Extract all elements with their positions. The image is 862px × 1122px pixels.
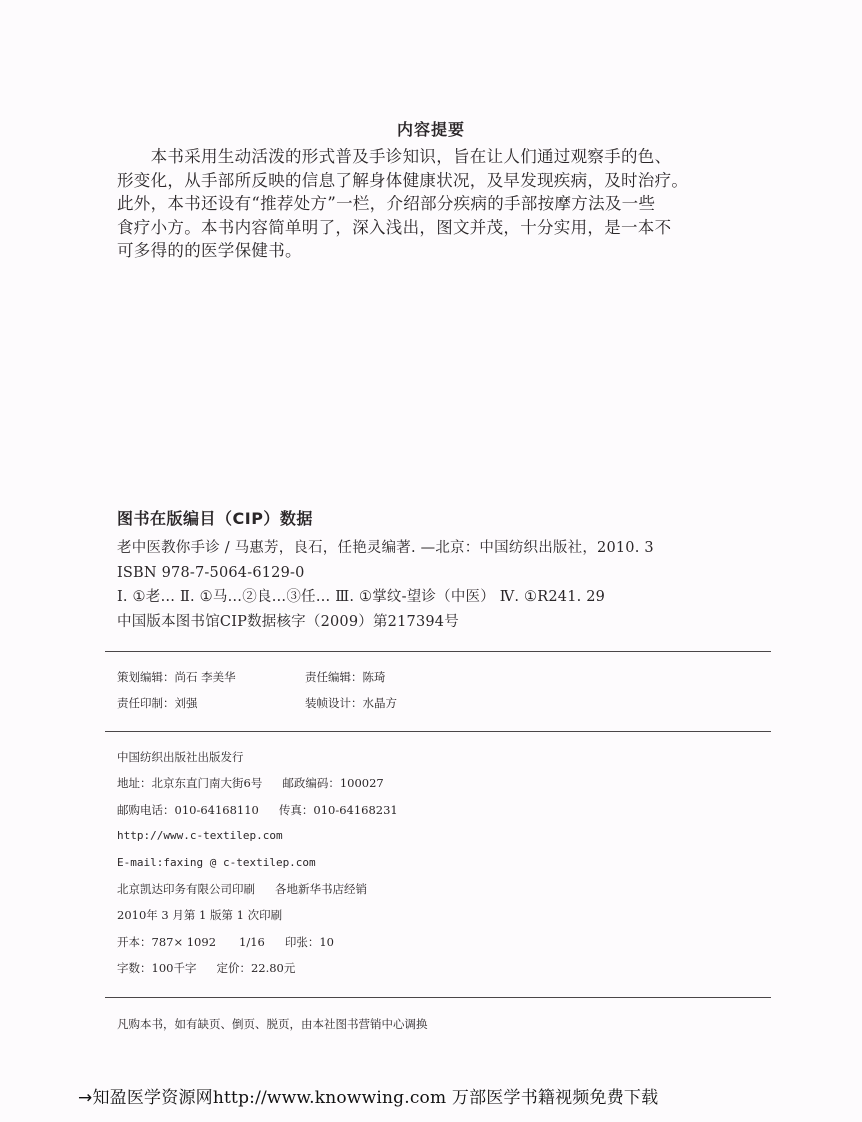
publisher-phone-row <box>117 797 717 823</box>
publisher-phone: 邮购电话：010-64168110 <box>117 802 259 817</box>
sheets: 印张：10 <box>284 934 334 949</box>
binding-design: 装帧设计：水晶方 <box>305 696 397 710</box>
cip-line: Ⅰ. ①老… Ⅱ. ①马…②良…③任… Ⅲ. ①掌纹-望诊（中医） Ⅳ. ①R241. 29 <box>117 589 606 606</box>
cip-line: 老中医教你手诊 / 马惠芳，良石，任艳灵编著. —北京：中国纺织出版社，2010. 3 <box>117 540 654 556</box>
printer-row <box>117 876 717 902</box>
planning-editor: 策划编辑：尚石 李美华 <box>117 670 236 684</box>
summary-line: 食疗小方。本书内容简单明了，深入浅出，图文并茂，十分实用，是一本不 <box>117 217 672 237</box>
responsible-editor: 责任编辑：陈琦 <box>305 670 386 684</box>
summary-line: 此外，本书还设有“推荐处方”一栏，介绍部分疾病的手部按摩方法及一些 <box>117 194 656 213</box>
responsible-printing: 责任印制：刘强 <box>117 696 198 710</box>
cip-line: ISBN 978-7-5064-6129-0 <box>117 564 305 581</box>
printer: 北京凯达印务有限公司印刷 <box>117 882 255 897</box>
summary-body <box>117 145 782 263</box>
divider <box>105 731 771 732</box>
cip-block <box>117 506 777 634</box>
format: 开本：787× 1092 1/16 <box>117 934 265 949</box>
staff-credits <box>117 664 617 716</box>
publisher-website: http://www.c-textilep.com <box>117 829 283 843</box>
publisher-address: 地址：北京东直门南大街6号 <box>117 776 263 791</box>
cip-title: 图书在版编目（CIP）数据 <box>117 509 313 528</box>
divider <box>105 651 771 652</box>
return-notice: 凡购本书，如有缺页、倒页、脱页，由本社图书营销中心调换 <box>117 1017 428 1031</box>
footer-text: 知盈医学资源网http://www.knowwing.com 万部医学书籍视频免费下载 <box>92 1088 659 1108</box>
staff-row <box>117 664 617 690</box>
publisher-info <box>117 744 717 982</box>
footer-watermark <box>78 1083 658 1108</box>
word-count: 字数：100千字 <box>117 961 197 976</box>
divider <box>105 997 771 998</box>
summary-title: 内容提要 <box>396 120 465 139</box>
price: 定价：22.80元 <box>216 961 296 976</box>
staff-row <box>117 690 617 716</box>
distributor: 各地新华书店经销 <box>275 882 367 897</box>
publisher-address-row <box>117 770 717 796</box>
summary-line: 本书采用生动活泼的形式普及手诊知识，旨在让人们通过观察手的色、 <box>117 147 672 166</box>
publisher-fax: 传真：010-64168231 <box>278 802 398 817</box>
publisher-postcode: 邮政编码：100027 <box>282 776 384 791</box>
edition: 2010年 3 月第 1 版第 1 次印刷 <box>117 908 283 923</box>
arrow-icon: → <box>78 1088 93 1108</box>
publisher-email: E-mail:faxing @ c-textilep.com <box>117 855 316 869</box>
summary-line: 形变化，从手部所反映的信息了解身体健康状况，及早发现疾病，及时治疗。 <box>117 170 689 190</box>
format-row <box>117 929 717 955</box>
publisher-issuer: 中国纺织出版社出版发行 <box>117 750 244 764</box>
price-row <box>117 955 717 981</box>
cip-line: 中国版本图书馆CIP数据核字（2009）第217394号 <box>117 613 459 630</box>
summary-line: 可多得的的医学保健书。 <box>117 241 302 260</box>
